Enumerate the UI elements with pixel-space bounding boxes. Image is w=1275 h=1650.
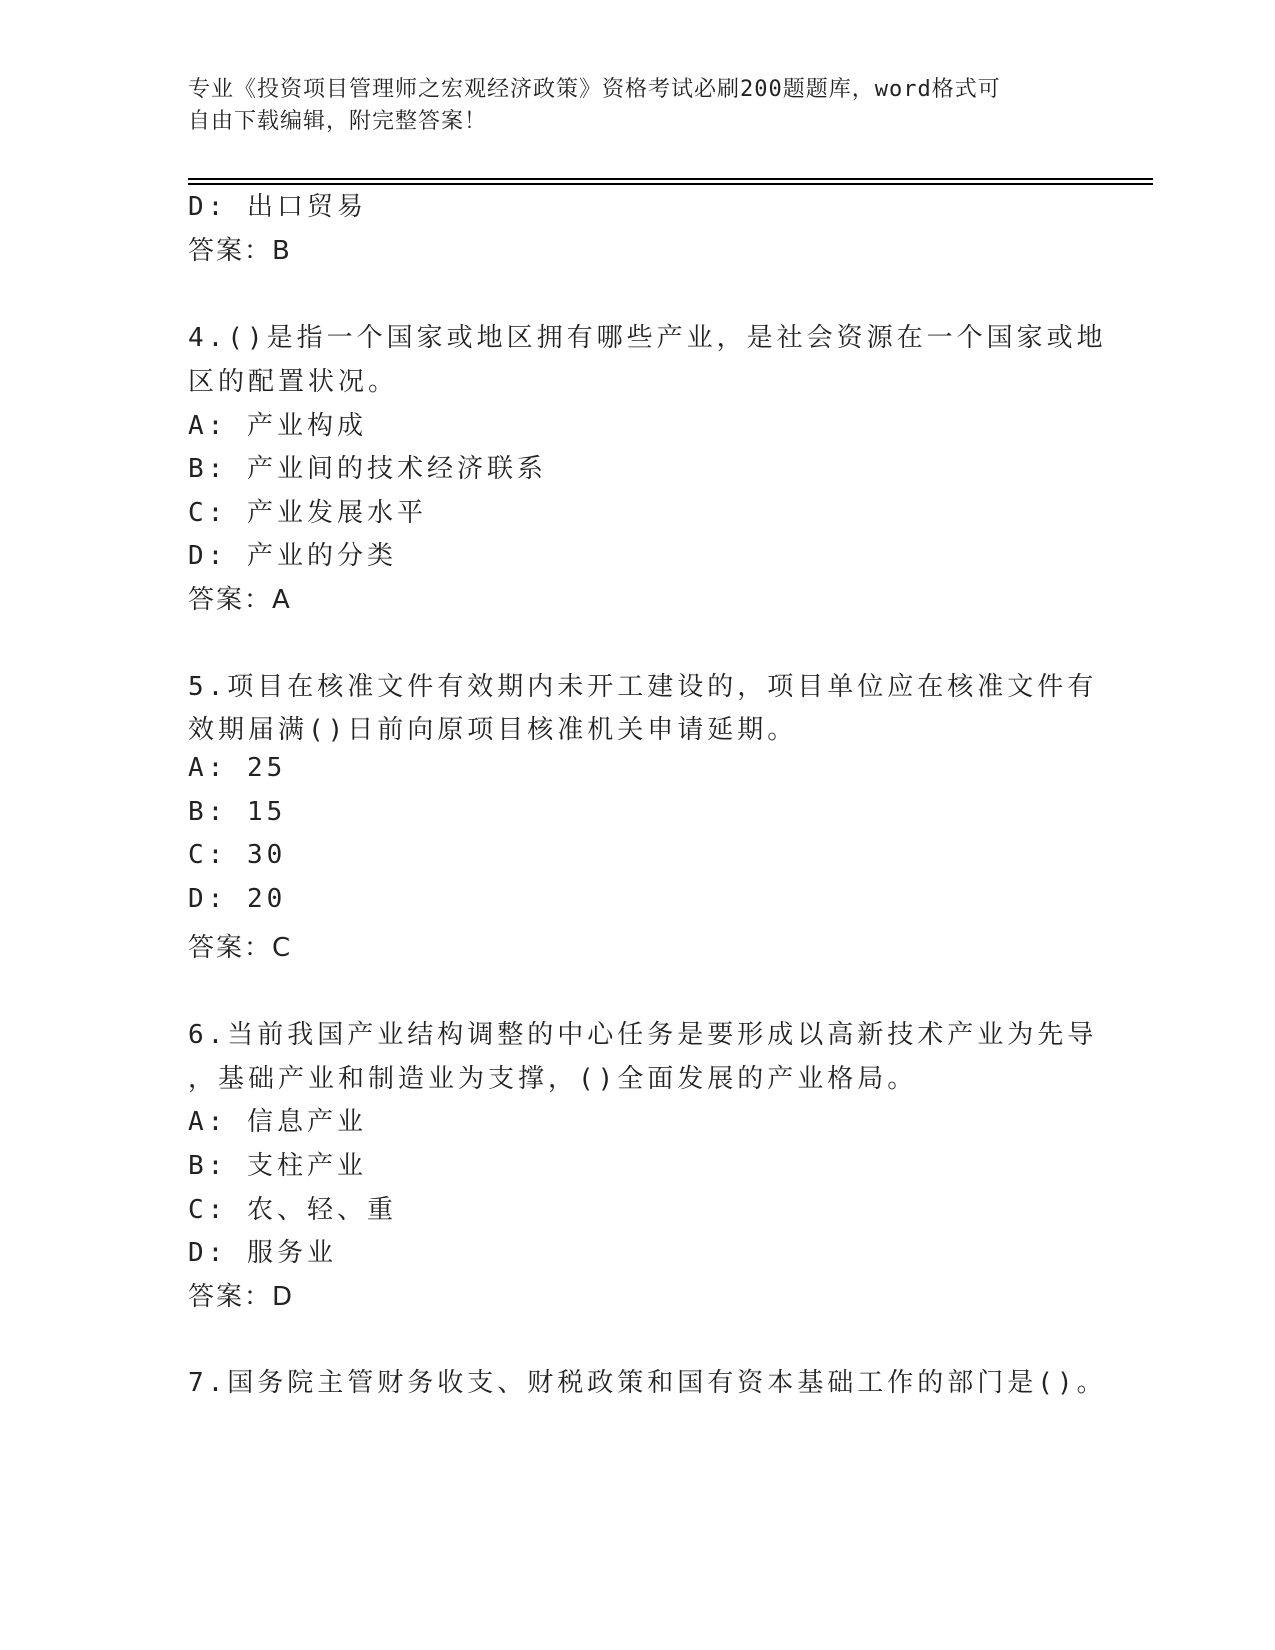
q4-option-c: C: 产业发展水平 — [188, 498, 427, 528]
header-divider-bottom — [188, 183, 1153, 185]
q4-stem-line-1: 4.()是指一个国家或地区拥有哪些产业，是社会资源在一个国家或地 — [188, 323, 1107, 353]
header-title-line-2: 自由下载编辑，附完整答案！ — [188, 109, 488, 134]
q4-stem-line-2: 区的配置状况。 — [188, 367, 399, 397]
answer-value: D — [272, 1282, 295, 1312]
q4-option-a: A: 产业构成 — [188, 411, 367, 441]
q4-answer — [188, 579, 292, 616]
answer-label: 答案： — [188, 585, 273, 615]
q5-answer — [188, 927, 292, 964]
answer-value: B — [272, 236, 292, 266]
q6-stem-line-1: 6.当前我国产业结构调整的中心任务是要形成以高新技术产业为先导 — [188, 1020, 1098, 1050]
answer-value: A — [272, 585, 292, 615]
q5-option-b: B: 15 — [188, 797, 287, 827]
header-title-line-1: 专业《投资项目管理师之宏观经济政策》资格考试必刷200题题库，word格式可 — [188, 77, 1001, 102]
q4-option-d: D: 产业的分类 — [188, 541, 397, 571]
answer-label: 答案： — [188, 1282, 273, 1312]
q6-option-d: D: 服务业 — [188, 1238, 337, 1268]
prev-answer — [188, 230, 292, 267]
q5-option-d: D: 20 — [188, 884, 287, 914]
q5-stem-line-2: 效期届满()日前向原项目核准机关申请延期。 — [188, 715, 798, 745]
prev-option-d: D: 出口贸易 — [188, 192, 367, 222]
q7-stem-line-1: 7.国务院主管财务收支、财税政策和国有资本基础工作的部门是()。 — [188, 1368, 1107, 1398]
q5-option-c: C: 30 — [188, 840, 287, 870]
header-divider-top — [188, 178, 1153, 180]
q4-option-b: B: 产业间的技术经济联系 — [188, 454, 547, 484]
q6-option-b: B: 支柱产业 — [188, 1151, 367, 1181]
document-header — [188, 74, 1068, 138]
answer-label: 答案： — [188, 933, 273, 963]
answer-value: C — [272, 933, 293, 963]
q5-stem-line-1: 5.项目在核准文件有效期内未开工建设的，项目单位应在核准文件有 — [188, 672, 1098, 702]
q6-answer — [188, 1276, 294, 1313]
q6-stem-line-2: ，基础产业和制造业为支撑，()全面发展的产业格局。 — [188, 1064, 918, 1094]
q6-option-c: C: 农、轻、重 — [188, 1195, 397, 1225]
answer-label: 答案： — [188, 236, 273, 266]
q5-option-a: A: 25 — [188, 753, 287, 783]
q6-option-a: A: 信息产业 — [188, 1107, 367, 1137]
